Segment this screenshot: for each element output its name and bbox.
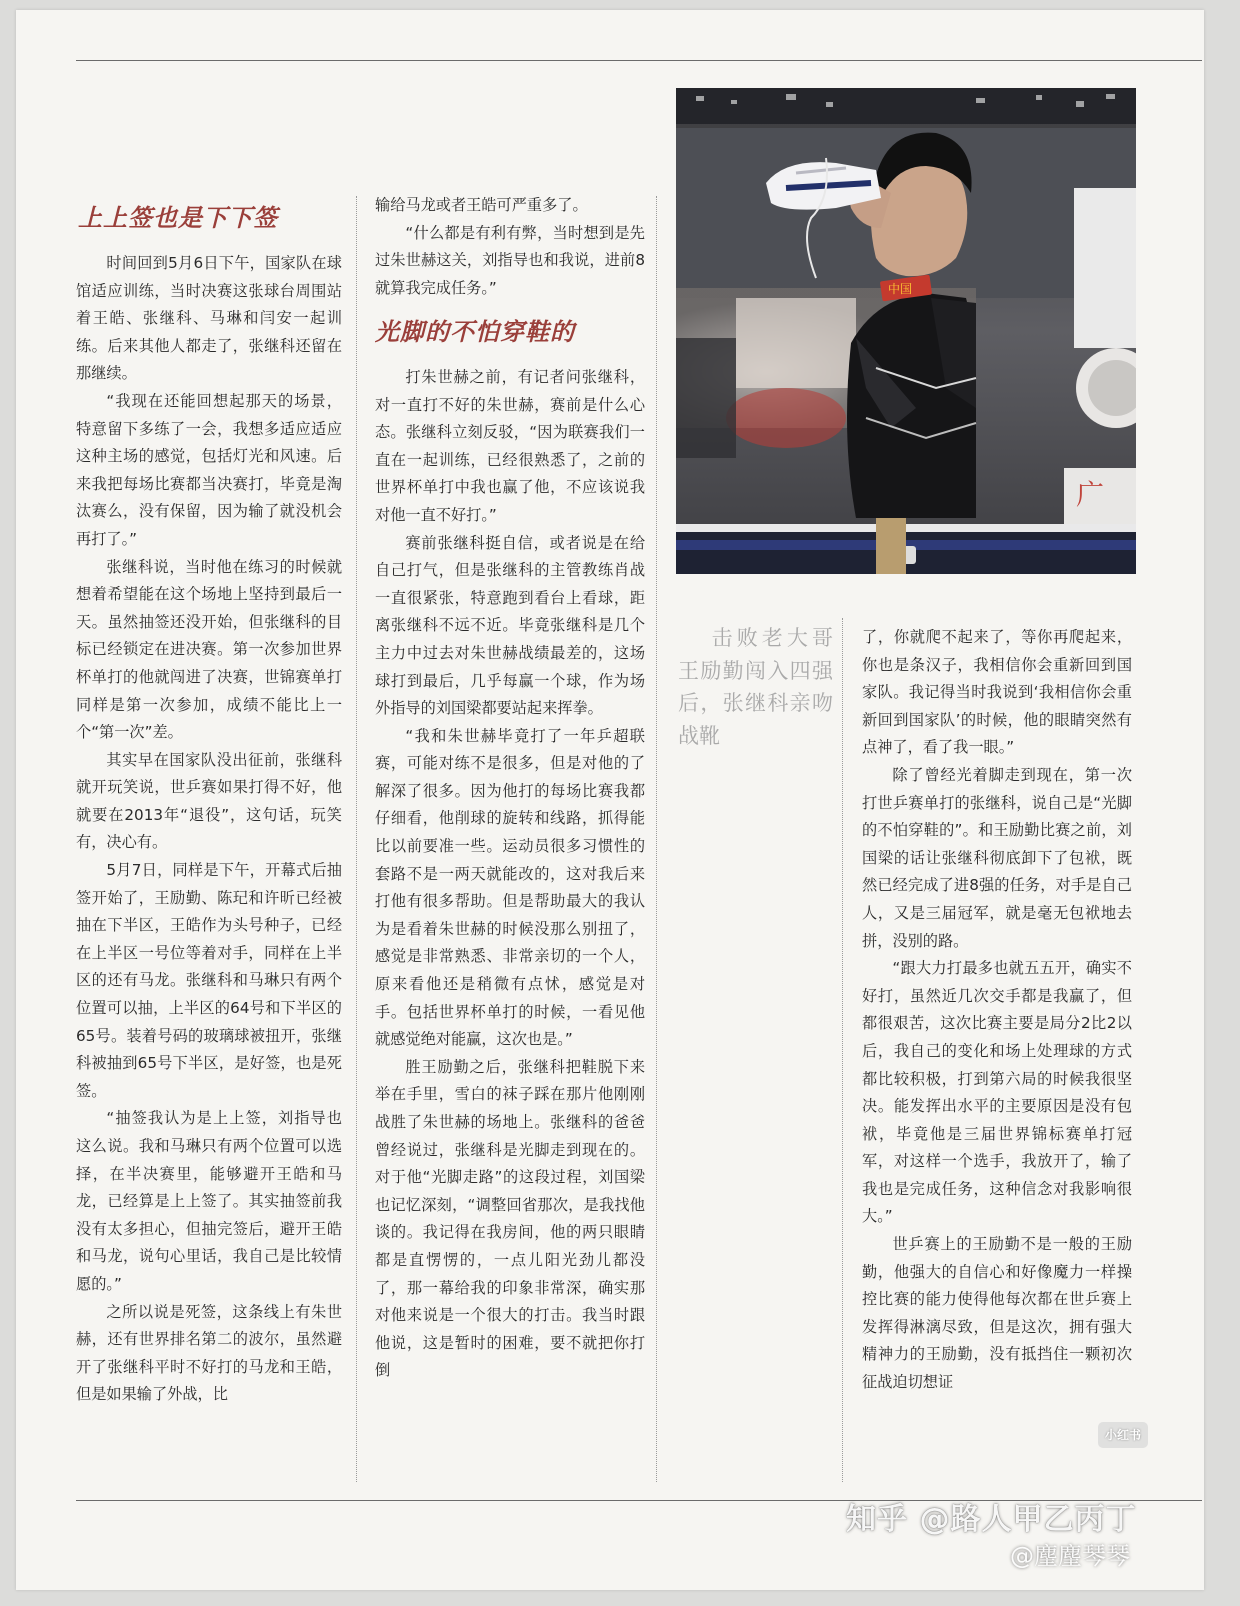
paragraph: “我和朱世赫毕竟打了一年乒超联赛，可能对练不是很多，但是对他的了解深了很多。因为他打的每场比赛我都仔细看，他削球的旋转和线路，抓得能比以前要准一些。运动员很多习惯性的套路不是一两天就能改的，这对我后来打他有很多帮助。但是帮助最大的我认为是看着朱世赫的时候没那么别扭了，感觉是非常熟悉、非常亲切的一个人，原来看他还是稍微有点怵，感觉是对手。包括世界杯单打的时候，一看见他就感觉绝对能赢，这次也是。”	[375, 726, 645, 1049]
paragraph: 打朱世赫之前，有记者问张继科，对一直打不好的朱世赫，赛前是什么心态。张继科立刻反驳，“因为联赛我们一直在一起训练，已经很熟悉了，之前的世界杯单打中我也赢了他，不应该说我对他一直不好打。”	[375, 367, 645, 524]
paragraph: 时间回到5月6日下午，国家队在球馆适应训练，当时决赛这张球台周围站着王皓、张继科、马琳和闫安一起训练。后来其他人都走了，张继科还留在那继续。	[76, 254, 342, 383]
top-rule	[76, 60, 1202, 61]
player-photo	[676, 88, 1136, 574]
paragraph: “我现在还能回想起那天的场景，特意留下多练了一会，我想多适应适应这种主场的感觉，包括灯光和风速。后来我把每场比赛都当决赛打，毕竟是淘汰赛么，没有保留，因为输了就没机会再打了。”	[76, 391, 342, 548]
paragraph: 胜王励勤之后，张继科把鞋脱下来举在手里，雪白的袜子踩在那片他刚刚战胜了朱世赫的场地上。张继科的爸爸曾经说过，张继科是光脚走到现在的。对于他“光脚走路”的这段过程，刘国梁也记忆深刻，“调整回省那次，是我找他谈的。我记得在我房间，他的两只眼睛都是直愣愣的，一点儿阳光劲儿都没了，那一幕给我的印象非常深，确实那对他来说是一个很大的打击。我当时跟他说，这是暂时的困难，要不就把你打倒	[375, 1057, 645, 1380]
text-column-1	[76, 250, 342, 1409]
paragraph: 5月7日，同样是下午，开幕式后抽签开始了，王励勤、陈玘和许昕已经被抽在下半区，王皓作为头号种子，已经在上半区一号位等着对手，同样在上半区的还有马龙。张继科和马琳只有两个位置可以抽，上半区的64号和下半区的65号。装着号码的玻璃球被扭开，张继科被抽到65号下半区，是好签，也是死签。	[76, 861, 342, 1100]
paragraph: 其实早在国家队没出征前，张继科就开玩笑说，世乒赛如果打得不好，他就要在2013年“退役”，这句话，玩笑有，决心有。	[76, 750, 342, 852]
paragraph: 世乒赛上的王励勤不是一般的王励勤，他强大的自信心和好像魔力一样操控比赛的能力使得他每次都在世乒赛上发挥得淋漓尽致，但是这次，拥有强大精神力的王励勤，没有抵挡住一颗初次征战迫切想证	[862, 1235, 1132, 1392]
xiaohongshu-badge: 小红书	[1098, 1422, 1148, 1448]
paragraph: “跟大力打最多也就五五开，确实不好打，虽然近几次交手都是我赢了，但都很艰苦，这次比赛主要是局分2比2以后，我自己的变化和场上处理球的方式都比较积极，打到第六局的时候我很坚决。能发挥出水平的主要原因是没有包袱，毕竟他是三届世界锦标赛单打冠军，对这样一个选手，我放开了，输了我也是完成任务，这种信念对我影响很大。”	[862, 959, 1132, 1226]
text-column-4	[862, 624, 1132, 1397]
paragraph: “抽签我认为是上上签，刘指导也这么说。我和马琳只有两个位置可以选择，在半决赛里，能够避开王皓和马龙，已经算是上上签了。其实抽签前我没有太多担心，但抽完签后，避开王皓和马龙，说句心里话，我自己是比较情愿的。”	[76, 1109, 342, 1293]
paragraph: “什么都是有利有弊，当时想到是先过朱世赫这关，刘指导也和我说，进前8就算我完成任务。”	[375, 223, 645, 297]
paragraph: 除了曾经光着脚走到现在，第一次打世乒赛单打的张继科，说自己是“光脚的不怕穿鞋的”。和王励勤比赛之前，刘国梁的话让张继科彻底卸下了包袱，既然已经完成了进8强的任务，对手是自己人，又是三届冠军，就是毫无包袱地去拼，没别的路。	[862, 765, 1132, 950]
paragraph: 输给马龙或者王皓可严重多了。	[375, 196, 588, 214]
zhihu-watermark: 知乎 @路人甲乙丙丁	[846, 1502, 1137, 1537]
paragraph: 赛前张继科挺自信，或者说是在给自己打气，但是张继科的主管教练肖战一直很紧张，特意跑到看台上看球，距离张继科不远不近。毕竟张继科是几个主力中过去对朱世赫战绩最差的，这场球打到最后，几乎每赢一个球，作为场外指导的刘国梁都要站起来挥拳。	[375, 533, 645, 718]
section-heading-1: 上上签也是下下签	[78, 203, 278, 232]
section-heading-2: 光脚的不怕穿鞋的	[375, 317, 575, 347]
magazine-page	[16, 10, 1204, 1590]
column-divider	[842, 618, 843, 1482]
shirt-badge-text: 中国	[888, 282, 913, 296]
column-divider	[656, 196, 657, 1482]
text-column-2	[375, 192, 645, 1385]
background-banner-text: 广	[1076, 478, 1105, 511]
weibo-watermark: @麈麈琴琴	[1010, 1542, 1130, 1570]
column-divider	[356, 196, 357, 1482]
paragraph: 之所以说是死签，这条线上有朱世赫，还有世界排名第二的波尔，虽然避开了张继科平时不好打的马龙和王皓，但是如果输了外战，比	[76, 1302, 342, 1404]
paragraph: 了，你就爬不起来了，等你再爬起来，你也是条汉子，我相信你会重新回到国家队。我记得当时我说到‘我相信你会重新回到国家队’的时候，他的眼睛突然有点神了，看了我一眼。”	[862, 628, 1132, 757]
photo-illustration	[676, 88, 1136, 574]
paragraph: 张继科说，当时他在练习的时候就想着希望能在这个场地上坚持到最后一天。虽然抽签还没开始，但张继科的目标已经锁定在进决赛。第一次参加世界杯单打的他就闯进了决赛，世锦赛单打同样是第一次参加，成绩不能比上一个“第一次”差。	[76, 557, 342, 742]
photo-caption: 击败老大哥王励勤闯入四强后，张继科亲吻战靴	[678, 626, 833, 748]
